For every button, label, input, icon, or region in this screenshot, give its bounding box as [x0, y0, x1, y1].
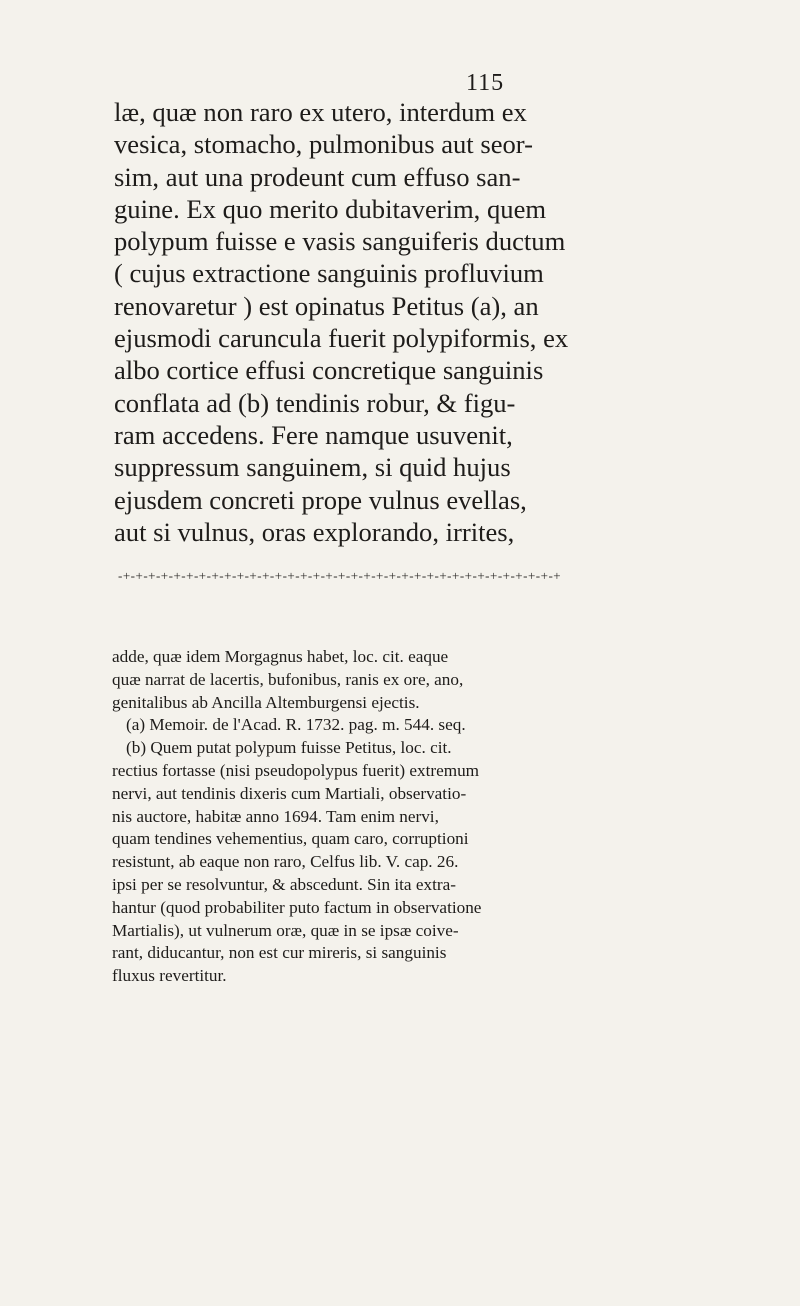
text-line: aut si vulnus, oras explorando, irrites,: [114, 516, 515, 547]
page-number: 115: [466, 70, 505, 96]
text-line: renovaretur ) est opinatus Petitus (a), an: [114, 290, 539, 321]
footnotes-block: [112, 646, 677, 988]
text-line: conflata ad (b) tendinis robur, & figu-: [114, 387, 516, 418]
footnote-line: nervi, aut tendinis dixeris cum Martiali, observatio-: [112, 783, 467, 803]
text-line: læ, quæ non raro ex utero, interdum ex: [114, 97, 527, 127]
footnote-line: fluxus revertitur.: [112, 966, 227, 986]
text-line: polypum fuisse e vasis sanguiferis ductum: [114, 226, 566, 257]
footnote-line: hantur (quod probabiliter puto factum in observatione: [112, 897, 482, 917]
footnote-a: (a) Memoir. de l'Acad. R. 1732. pag. m. 544. seq.: [126, 715, 466, 735]
footnote-line: nis auctore, habitæ anno 1694. Tam enim nervi,: [112, 806, 439, 826]
text-line: ejusmodi caruncula fuerit polypiformis, ex: [114, 323, 569, 354]
text-line: suppressum sanguinem, si quid hujus: [114, 452, 511, 483]
text-line: guine. Ex quo merito dubitaverim, quem: [114, 193, 547, 224]
text-line: ejusdem concreti prope vulnus evellas,: [114, 484, 527, 515]
text-line: ( cujus extractione sanguinis profluvium: [114, 258, 544, 289]
footnote-line: quam tendines vehementius, quam caro, corruptioni: [112, 829, 469, 849]
text-line: sim, aut una prodeunt cum effuso san-: [114, 161, 521, 192]
text-line: ram accedens. Fere namque usuvenit,: [114, 419, 513, 450]
footnote-line: rectius fortasse (nisi pseudopolypus fuerit) extremum: [112, 760, 480, 780]
footnote-line: resistunt, ab eaque non raro, Celfus lib. V. cap. 26.: [112, 852, 459, 872]
footnote-line: quæ narrat de lacertis, bufonibus, ranis ex ore, ano,: [112, 669, 464, 689]
text-line: vesica, stomacho, pulmonibus aut seor-: [114, 129, 533, 160]
ornamental-divider: -+-+-+-+-+-+-+-+-+-+-+-+-+-+-+-+-+-+-+-+-+-+-+-+-+-+-+-+-+-+-+-+-+-+-+: [118, 568, 562, 583]
footnote-line: rant, diducantur, non est cur mireris, si sanguinis: [112, 943, 447, 963]
footnote-line: adde, quæ idem Morgagnus habet, loc. cit. eaque: [112, 647, 449, 666]
text-line: albo cortice effusi concretique sanguinis: [114, 355, 544, 386]
footnote-b: (b) Quem putat polypum fuisse Petitus, loc. cit.: [126, 738, 452, 758]
main-text-block: [114, 96, 674, 548]
footnote-line: ipsi per se resolvuntur, & abscedunt. Sin ita extra-: [112, 874, 456, 894]
footnote-line: Martialis), ut vulnerum oræ, quæ in se ipsæ coive-: [112, 920, 459, 940]
footnote-line: genitalibus ab Ancilla Altemburgensi ejectis.: [112, 692, 420, 712]
